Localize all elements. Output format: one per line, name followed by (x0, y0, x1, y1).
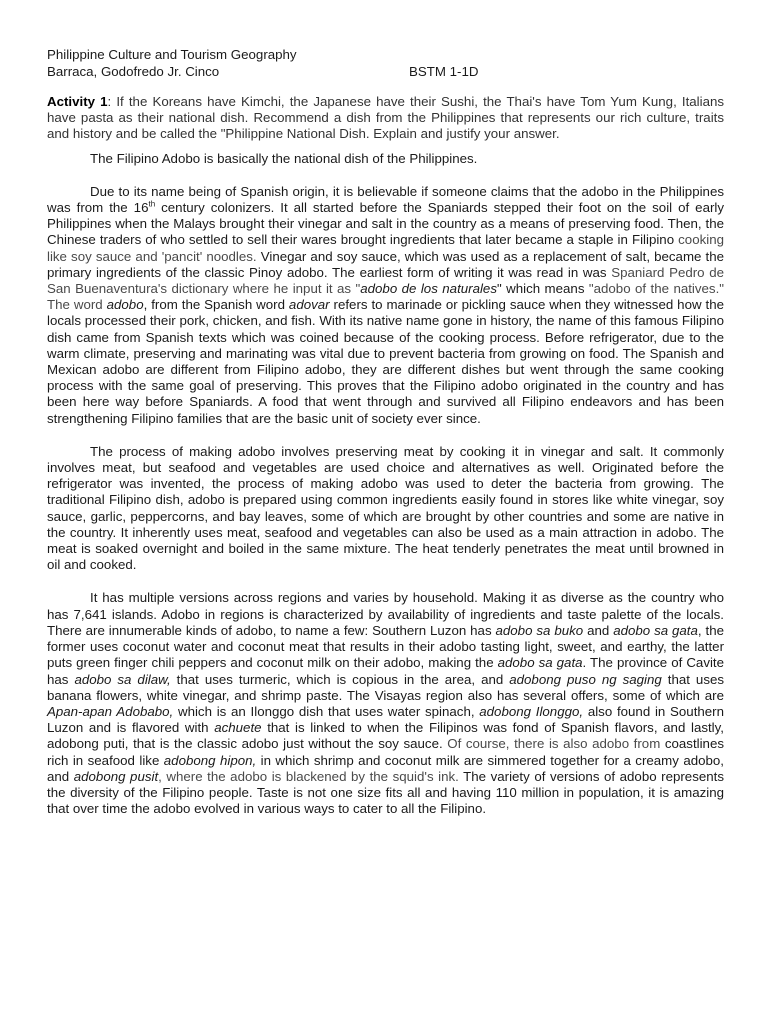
activity-label: Activity 1 (47, 94, 108, 109)
intro-paragraph: The Filipino Adobo is basically the national dish of the Philippines. (90, 150, 478, 166)
process-paragraph: The process of making adobo involves preserving meat by cooking it in vinegar and salt. It commonly involves meat, but seafood and vegetables are used choice and alternatives as well. Originated before the refrigerator was invented, the process of making adobo was used to deter the bacteria from growing. The traditional Filipino dish, adobo is prepared using common ingredients easily found in stores like white vinegar, soy sauce, garlic, peppercorns, and bay leaves, some of which are brought by other countries and some are native in the country. It inherently uses meat, seafood and vegetables can also be used as a main attraction in adobo. The meat is soaked overnight and boiled in the same mixture. The heat tenderly penetrates the meat until browned in oil and cooked. (47, 443, 724, 573)
section-code: BSTM 1-1D (409, 64, 479, 79)
history-paragraph: Due to its name being of Spanish origin, it is believable if someone claims that the adobo in the Philippines was from the 16th century colonizers. It all started before the Spaniards stepped their foot on the soil of early Philippines when the Malays brought their vinegar and salt in the country as a means of preserving food. Then, the Chinese traders of who settled to sell their wares brought ingredients that later became a staple in Filipino cooking like soy sauce and 'pancit' noodles. Vinegar and soy sauce, which was used as a replacement of salt, became the primary ingredients of the classic Pinoy adobo. The earliest form of writing it was read in was Spaniard Pedro de San Buenaventura's dictionary where he input it as "adobo de los naturales" which means "adobo of the natives." The word adobo, from the Spanish word adovar refers to marinade or pickling sauce when they witnessed how the locals processed their pork, chicken, and fish. With its native name gone in history, the name of this famous Filipino dish came from Spanish texts which was coined because of the cooking process. Before refrigerator, due to the warm climate, preserving and marinating was vital due to prevent bacteria from growing on food. The Spanish and Mexican adobo are different from Filipino adobo, they are different dishes but went through the same cooking process with the same goal of preserving. This proves that the Filipino adobo originated in the country and has been here way before Spaniards. A food that went through and survived all Filipino endeavors and has been strengthening Filipino families that are the basic unit of society ever since. (47, 183, 724, 426)
document-body (47, 94, 724, 834)
course-title: Philippine Culture and Tourism Geography (47, 47, 297, 62)
versions-paragraph: It has multiple versions across regions and varies by household. Making it as diverse as the country who has 7,641 islands. Adobo in regions is characterized by availability of ingredients and taste palette of the locals. There are innumerable kinds of adobo, to name a few: Southern Luzon has adobo sa buko and adobo sa gata, the former uses coconut water and coconut meat that results in their adobo tasting light, sweet, and earthy, the latter puts green finger chili peppers and coconut milk on their adobo, making the adobo sa gata. The province of Cavite has adobo sa dilaw, that uses turmeric, which is copious in the area, and adobong puso ng saging that uses banana flowers, white vinegar, and shrimp paste. The Visayas region also has several offers, some of which are Apan-apan Adobabo, which is an Ilonggo dish that uses water spinach, adobong Ilonggo, also found in Southern Luzon and is flavored with achuete that is linked to when the Filipinos was fond of Spanish flavors, and lastly, adobong puti, that is the classic adobo just without the soy sauce. Of course, there is also adobo from coastlines rich in seafood like adobong hipon, in which shrimp and coconut milk are simmered together for a creamy adobo, and adobong pusit, where the adobo is blackened by the squid's ink. The variety of versions of adobo represents the diversity of the Filipino people. Taste is not one size fits all and having 110 million in population, it is amazing that over time the adobo evolved in various ways to cater to all the Filipino. (47, 590, 725, 817)
activity-prompt (47, 94, 724, 143)
document-header (47, 47, 727, 81)
student-line (47, 64, 727, 81)
activity-question: : If the Koreans have Kimchi, the Japanese have their Sushi, the Thai's have Tom Yum Kung, Italians have pasta as their national dish. Recommend a dish from the Philippines that represents our rich culture, traits and history and be called the "Philippine National Dish. Explain and justify your answer. (47, 94, 725, 142)
student-name: Barraca, Godofredo Jr. Cinco (47, 64, 220, 79)
